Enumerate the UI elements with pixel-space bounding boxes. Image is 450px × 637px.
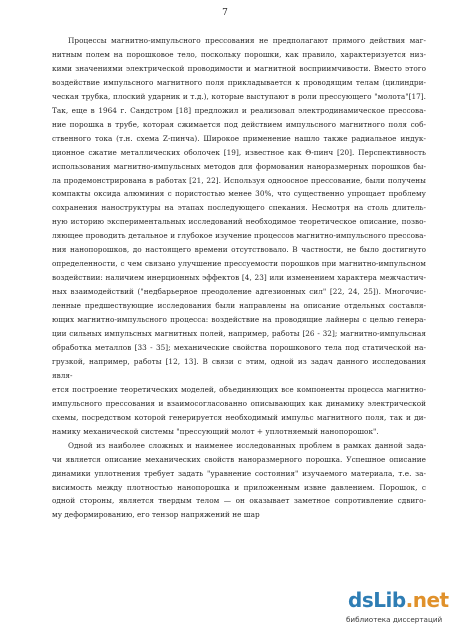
text-line: Одной из наиболее сложных и наименее исследованных проблем в рамках данной зада- [68, 440, 426, 450]
paragraph [52, 34, 426, 439]
text-line: воздействие импульсного магнитного поля прикладывается к проводящим телам (цилиндри- [52, 77, 426, 87]
watermark-caption: библиотека диссертаций [346, 615, 443, 624]
text-line: одной стороны, является твердым телом — он оказывает заметное сопротивление сдвиго- [52, 496, 426, 506]
watermark-logo [348, 588, 449, 612]
text-line: грузкой, например, работы [12, 13]. В связи с этим, одной из задач данного исследования явля- [52, 356, 426, 380]
text-line: нитным полем на порошковое тело, поскольку порошки, как правило, характеризуется низ- [52, 49, 426, 59]
text-line: ции сильных импульсных магнитных полей, например, работы [26 - 32]; магнитно-импульсная [52, 329, 426, 339]
text-line: намику механической системы "прессующий молот + уплотняемый нанопорошок". [52, 426, 379, 436]
text-line: воздействии: наличием инерционных эффектов [4, 23] или изменением характера межчастич- [52, 273, 426, 283]
text-line: определенности, с чем связано улучшение прессуемости порошков при магнитно-импульсном [52, 259, 426, 269]
text-line: схемы, посредством которой генерируется необходимый импульс магнитного поля, так и ди- [52, 412, 426, 422]
text-line: сохранения наноструктуры на этапах последующего спекания. Несмотря на столь длитель- [52, 203, 426, 213]
text-line: ляющее проводить детальное и глубокое изучение процессов магнитно-импульсного прессова- [52, 231, 426, 241]
text-line: ния нанопорошков, до настоящего времени отсутствовало. В частности, не было достигнуто [52, 245, 426, 255]
text-line: Так, еще в 1964 г. Сандстром [18] предложил и реализовал электродинамическое прессова- [52, 105, 426, 115]
text-line: ционное сжатие металлических оболочек [19], известное как Θ-пинч [20]. Перспективность [52, 147, 426, 157]
text-line: му деформированию, его тензор напряжений не шар [52, 510, 260, 520]
paragraph [52, 439, 426, 523]
text-line: Процессы магнитно-импульсного прессования не предполагают прямого действия маг- [68, 36, 426, 45]
text-line: ла продемонстрирована в работах [21, 22]. Используя одноосное прессование, были получены [52, 175, 426, 185]
text-line: ние порошка в трубе, которая сжимается под действием импульсного магнитного поля соб- [52, 119, 426, 129]
watermark-logo-part1: dsLib [348, 588, 406, 612]
text-line: обработка металлов [33 - 35]; механические свойства порошкового тела под статической на- [52, 342, 426, 352]
watermark-logo-part2: .net [405, 588, 449, 612]
page-number: 7 [222, 8, 228, 18]
text-line: компакты оксида алюминия с пористостью менее 30%, что существенно упрощает проблему [52, 189, 426, 199]
text-line: динамики уплотнения требует задать "уравнение состояния" изучаемого материала, т.е. за- [52, 468, 426, 478]
text-line: кими значениями электрической проводимости и магнитной восприимчивости. Вместо этого [52, 63, 426, 73]
text-line: импульсного прессования и взаимосогласованно описывающих как динамику электрической [52, 398, 426, 408]
text-line: ную историю экспериментальных исследований необходимое теоретическое описание, позво- [52, 217, 426, 227]
watermark [344, 588, 448, 634]
text-line: ется построение теоретических моделей, объединяющих все компоненты процесса магнитно- [52, 384, 426, 394]
text-line: висимость между плотностью нанопорошка и приложенным извне давлением. Порошок, с [52, 482, 426, 492]
text-line: ческая трубка, плоский ударник и т.д.), которые выступают в роли прессующего "молота"[17]. [52, 91, 426, 101]
text-line: использования магнитно-импульсных методов для формования наноразмерных порошков бы- [52, 161, 426, 171]
text-line: чи является описание механических свойств наноразмерного порошка. Успешное описание [52, 454, 426, 464]
body-text [52, 34, 426, 522]
text-line: ленные предшествующие исследования были направлены на описание отдельных составля- [52, 301, 426, 311]
text-line: ных взаимодействий ("недбарьерное преодоление адгезионных сил" [22, 24, 25]). Многочис- [52, 287, 426, 297]
text-line: ственного тока (т.н. схема Z-пинча). Широкое применение нашло также радиальное индук- [52, 133, 426, 143]
text-line: ющих магнитно-импульсного процесса: воздействие на проводящие лайнеры с целью генера- [52, 315, 426, 325]
